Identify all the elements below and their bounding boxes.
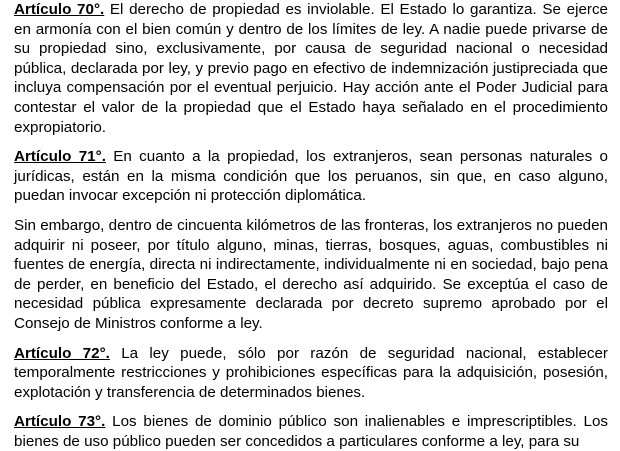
paragraph-spacer: [14, 334, 608, 344]
paragraph-spacer: [14, 137, 608, 147]
article-70-body: El derecho de propiedad es inviolable. El Estado lo garantiza. Se ejerce en armonía con el bien común y dentro de los límites de ley. A nadie puede privarse de su propiedad sino, exclusivamente, por causa de seguridad nacional o necesidad pública, declarada por ley, y previo pago en efectivo de indemnización justipreciada que incluya compensación por el eventual perjuicio. Hay acción ante el Poder Judicial para contestar el valor de la propiedad que el Estado haya señalado en el procedimiento expropiatorio.: [14, 1, 608, 136]
article-71-continuation-body: Sin embargo, dentro de cincuenta kilómetros de las fronteras, los extranjeros no pueden adquirir ni poseer, por título alguno, minas, tierras, bosques, aguas, combustibles ni fuentes de energía, directa ni indirectamente, individualmente ni en sociedad, bajo pena de perder, en beneficio del Estado, el derecho así adquirido. Se exceptúa el caso de necesidad pública expresamente declarada por decreto supremo aprobado por el Consejo de Ministros conforme a ley.: [14, 216, 608, 332]
article-71-heading-period: .: [101, 148, 106, 166]
article-73-heading-period: .: [101, 413, 106, 431]
article-71-paragraph: [14, 147, 608, 206]
article-72-body: La ley puede, sólo por razón de seguridad nacional, establecer temporalmente restricciones y prohibiciones específicas para la adquisición, posesión, explotación y transferencia de determinados bienes.: [14, 344, 608, 401]
article-73-paragraph: [14, 412, 608, 451]
paragraph-spacer: [14, 402, 608, 412]
article-70-heading: Artículo 70°: [14, 1, 101, 18]
article-72-paragraph: [14, 344, 608, 403]
article-70-paragraph: [14, 0, 608, 137]
article-73-body: Los bienes de dominio público son inalienables e imprescriptibles. Los bienes de uso público pueden ser concedidos a particulares conforme a ley, para su: [14, 413, 609, 450]
paragraph-spacer: [14, 206, 608, 216]
article-71-continuation-paragraph: [14, 216, 608, 334]
article-70-heading-period: .: [100, 1, 105, 18]
article-72-heading-period: .: [105, 344, 110, 362]
article-72-heading: Artículo 72°: [14, 344, 106, 362]
article-71-body: En cuanto a la propiedad, los extranjeros, sean personas naturales o jurídicas, están en la misma condición que los peruanos, sin que, en caso alguno, puedan invocar excepción ni protección diplomática.: [14, 148, 608, 205]
article-71-heading: Artículo 71°: [14, 148, 102, 166]
article-73-heading: Artículo 73°: [14, 413, 102, 431]
